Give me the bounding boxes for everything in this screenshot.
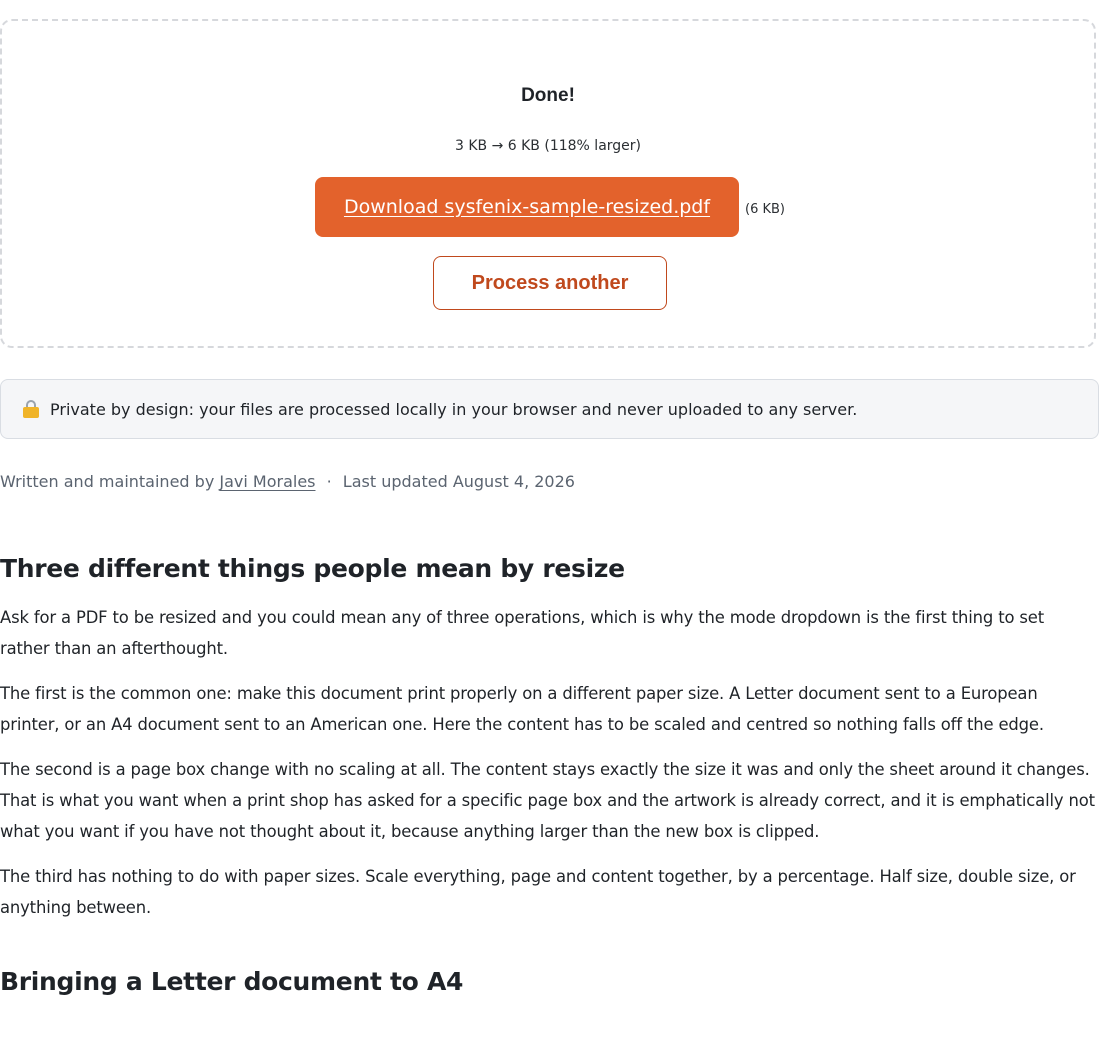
section-heading: Three different things people mean by resize [0,554,625,583]
download-button[interactable] [315,177,739,237]
article-paragraph: The third has nothing to do with paper sizes. Scale everything, page and content together, by a percentage. Half size, double size, or anything between. [0,867,1076,917]
article-paragraph: The first is the common one: make this document print properly on a different paper size. A Letter document sent to a European printer, or an A4 document sent to an American one. Here the content has to be scaled and centred so nothing falls off the edge. [0,684,1044,734]
process-another-button[interactable] [433,256,667,310]
byline-prefix: Written and maintained by [0,472,215,491]
privacy-text: Private by design: your files are processed locally in your browser and never uploaded to any server. [50,399,858,419]
last-updated: Last updated August 4, 2026 [342,472,575,491]
download-link[interactable]: Download sysfenix-sample-resized.pdf [343,196,711,218]
byline-separator: · [326,472,332,491]
done-title: Done! [521,85,575,106]
article-paragraph: The second is a page box change with no scaling at all. The content stays exactly the size it was and only the sheet around it changes. That is what you want when a print shop has asked for a specific page box and the artwork is already correct, and it is emphatically not what you want if you have not thought about it, because anything larger than the new box is clipped. [0,760,1095,841]
lock-icon [23,400,39,418]
size-summary: 3 KB → 6 KB (118% larger) [455,138,641,154]
result-panel [0,19,1096,348]
article [0,548,1096,1003]
author-link[interactable]: Javi Morales [219,472,316,491]
byline [0,472,575,491]
article-paragraph: Ask for a PDF to be resized and you could mean any of three operations, which is why the mode dropdown is the first thing to set rather than an afterthought. [0,608,1045,658]
section-heading: Bringing a Letter document to A4 [0,967,464,996]
privacy-notice [0,379,1099,439]
download-size: (6 KB) [745,202,785,217]
process-another-label: Process another [471,271,629,294]
